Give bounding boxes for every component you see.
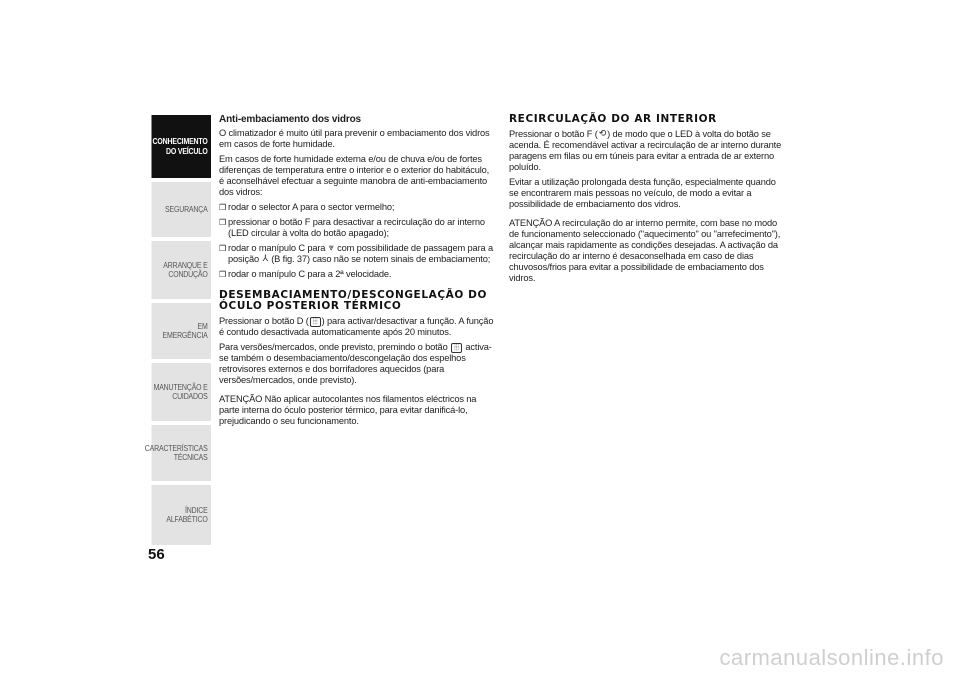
rear-window-defrost-icon: ⦙⦙⦙ (451, 343, 462, 353)
tab-em-emergencia[interactable] (152, 303, 212, 359)
tab-conhecimento-do-veiculo[interactable] (152, 115, 212, 178)
bullet-item: ❒ rodar o manípulo C para a 2ª velocidade. (219, 269, 494, 280)
paragraph: Evitar a utilização prolongada desta função, especialmente quando se encontrarem mais pessoas no veículo, de modo a evitar a possibilidade de embaciamento dos vidros. (509, 177, 776, 210)
tab-label: ÍNDICE ALFABÉTICO (166, 505, 208, 524)
warning-paragraph: ATENÇÃO A recirculação do ar interno permite, com base no modo de funcionamento seleccionado ("aquecimento" ou "arrefecimento"), alcançar mais rapidamente as condições desejadas. A activação da recirculação do ar interno é desaconselhada em caso de dias chuvosos/frios para evitar a possibilidade de embaciamento dos vidros. (509, 218, 781, 284)
tab-label-line: CONDUÇÃO (168, 270, 208, 279)
bullet-item: ❒ rodar o selector A para o sector vermelho; (219, 202, 494, 213)
left-column (219, 114, 494, 431)
air-recirculation-icon: ⟲ (598, 129, 607, 140)
section-heading: DESEMBACIAMENTO/DESCONGELAÇÃO DO ÓCULO POSTERIOR TÉRMICO (219, 289, 488, 313)
text-segment: (B fig. 37) caso não se notem sinais de embaciamento; (271, 254, 491, 265)
tab-label-line: CUIDADOS (172, 392, 208, 401)
tab-seguranca[interactable] (152, 182, 212, 237)
tab-label-line: TÉCNICAS (173, 453, 208, 462)
right-column (509, 114, 784, 288)
text-segment: com possibilidade de passagem para a posição (228, 243, 493, 265)
warning-paragraph: ATENÇÃO Não aplicar autocolantes nos filamentos eléctricos na parte interna do óculo posterior térmico, para evitar danificá-lo, prejudicando o seu funcionamento. (219, 394, 477, 427)
tab-label-line: MANUTENÇÃO E (153, 382, 208, 392)
tab-manutencao-e-cuidados[interactable] (152, 363, 212, 421)
rear-window-defrost-icon: ⦙⦙⦙ (310, 317, 321, 327)
text-segment: activa-se também o desembaciamento/descongelação dos espelhos retrovisores externos e dos borrifadores aquecidos (para versões/mercados, onde previsto). (219, 342, 492, 386)
bullet-item (219, 243, 494, 265)
text-segment: Pressionar o botão D ( (219, 316, 309, 327)
tab-indice-alfabetico[interactable] (152, 485, 212, 545)
section-subheading: Anti-embaciamento dos vidros (219, 114, 361, 125)
tab-label-line: DO VEÍCULO (165, 146, 208, 156)
tab-caracteristicas-tecnicas[interactable] (144, 425, 212, 481)
paragraph (219, 316, 494, 338)
text-segment: ) para activar/desactivar a função. A função é contudo desactivada automaticamente após 20 minutos. (219, 316, 494, 338)
paragraph: Em casos de forte humidade externa e/ou de chuva e/ou de fortes diferenças de temperatura entre o interior e o exterior do habitáculo, é aconselhável efectuar a seguinte manobra de anti-embaciamento dos vidros: (219, 154, 490, 197)
bullet-item: ❒ pressionar o botão F para desactivar a recirculação do ar interno (LED circular à volta do botão apagado); (219, 217, 494, 239)
section-heading: RECIRCULAÇÃO DO AR INTERIOR (509, 113, 717, 125)
text-segment: rodar o manípulo C para (228, 243, 326, 253)
tab-arranque-e-conducao[interactable] (152, 241, 212, 299)
page-number: 56 (148, 546, 165, 563)
tab-label: EM EMERGÊNCIA (162, 321, 208, 340)
tab-label-line: ARRANQUE E (163, 260, 208, 270)
paragraph: O climatizador é muito útil para prevenir o embaciamento dos vidros em casos de forte humidade. (219, 128, 490, 149)
paragraph (219, 342, 494, 386)
tab-label-line: CONHECIMENTO (152, 137, 208, 146)
windshield-defrost-icon: ⩔ (328, 243, 334, 254)
text-segment: Pressionar o botão F ( (509, 129, 598, 139)
watermark: carmanualsonline.info (719, 645, 944, 670)
text-segment: Para versões/mercados, onde previsto, premindo o botão (219, 342, 448, 353)
paragraph (509, 129, 784, 173)
text-segment: ) de modo que o LED à volta do botão se acenda. É recomendável activar a recirculação de ar interno durante paragens em filas ou em túneis para evitar a entrada de ar externo poluído. (509, 129, 782, 173)
feet-windshield-icon: ⅄ (262, 254, 268, 265)
tab-label-line: CARACTERÍSTICAS (144, 443, 208, 453)
tab-label: SEGURANÇA (165, 204, 208, 214)
